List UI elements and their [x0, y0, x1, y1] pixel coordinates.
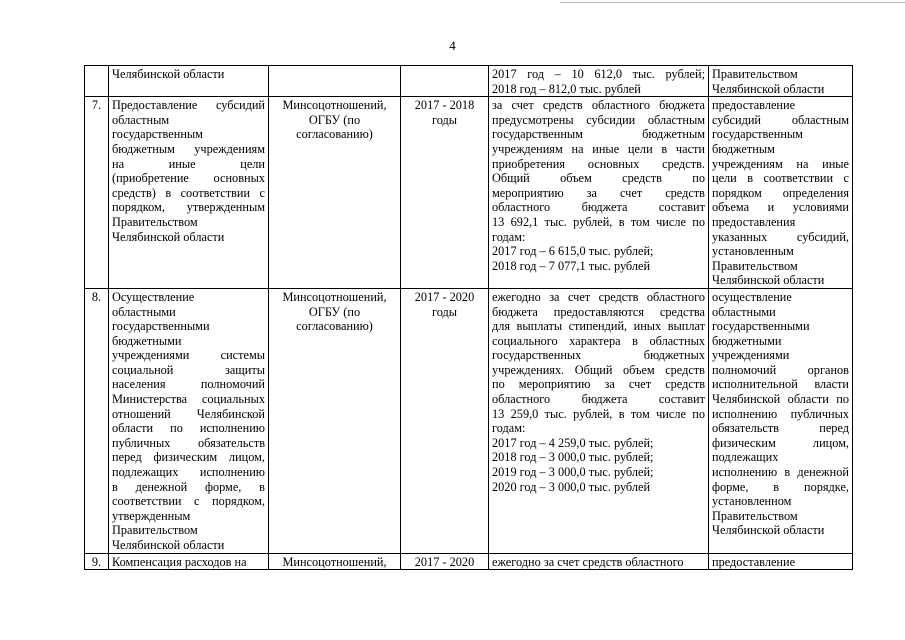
measure-name-line: публичных обязательств	[112, 435, 265, 450]
result-cell	[709, 97, 853, 289]
result-line: порядком определения	[712, 185, 849, 200]
funding-line: ежегодно за счет средств областного	[492, 554, 684, 569]
result-line: осуществление	[712, 289, 792, 304]
measure-name-line: государственным	[112, 127, 203, 142]
funding-line: 2018 год – 3 000,0 тыс. рублей;	[492, 450, 654, 465]
result-line: форме, в порядке,	[712, 479, 849, 494]
measure-name-cell	[109, 66, 269, 97]
result-line: исполнительной власти	[712, 377, 849, 392]
funding-line: государственных бюджетных	[492, 348, 705, 363]
measure-name-line: социальной защиты	[112, 362, 265, 377]
result-line: исполнению публичных	[712, 406, 849, 421]
period-cell	[401, 97, 489, 289]
result-line: Челябинской области	[712, 81, 825, 96]
period-line: 2017 - 2018	[414, 98, 475, 113]
measure-name-line: областным	[112, 112, 170, 127]
measure-name-line: Правительством	[112, 523, 198, 538]
funding-line: бюджета предоставляются средства	[492, 304, 705, 319]
measure-name-line: Министерства социальных	[112, 392, 265, 407]
funding-line: 2018 год – 7 077,1 тыс. рублей	[492, 258, 651, 273]
result-line: предоставление	[712, 554, 796, 569]
measure-name-line: в денежной форме, в	[112, 479, 265, 494]
result-line: Челябинской области	[712, 523, 825, 538]
measure-name-line: области по исполнению	[112, 421, 265, 436]
funding-line: 2019 год – 3 000,0 тыс. рублей;	[492, 465, 654, 480]
executor-line: Минсоцотношений,	[282, 98, 387, 113]
funding-cell	[489, 553, 709, 570]
row-number: 9.	[85, 553, 109, 570]
executor-cell	[269, 288, 401, 553]
result-line: областными	[712, 304, 776, 319]
executor-cell	[269, 97, 401, 289]
funding-line: 2017 год – 6 615,0 тыс. рублей;	[492, 244, 654, 259]
funding-cell	[489, 288, 709, 553]
funding-line: 2020 год – 3 000,0 тыс. рублей	[492, 479, 651, 494]
result-line: Правительством	[712, 508, 798, 523]
funding-line: областного бюджета составит	[492, 392, 705, 407]
executor-line: Минсоцотношений,	[282, 289, 387, 304]
funding-line: Общий объем средств по	[492, 171, 705, 186]
executor-line: ОГБУ (по	[308, 304, 361, 319]
measure-name-line: утвержденным	[112, 508, 191, 523]
period-line: 2017 - 2020	[414, 289, 475, 304]
scan-edge-line	[560, 2, 905, 3]
result-line: полномочий органов	[712, 362, 849, 377]
measure-name-cell	[109, 553, 269, 570]
funding-line: предусмотрены субсидии областным	[492, 112, 705, 127]
result-line: субсидий областным	[712, 112, 849, 127]
measure-name-line: бюджетными	[112, 333, 182, 348]
table-row	[85, 97, 853, 289]
measure-name-line: учреждениями системы	[112, 348, 265, 363]
result-line: объема и условиями	[712, 200, 849, 215]
table-row	[85, 66, 853, 97]
result-line: бюджетным	[712, 141, 775, 156]
funding-line: по мероприятию за счет средств	[492, 377, 705, 392]
executor-line: ОГБУ (по	[308, 112, 361, 127]
funding-line: государственным бюджетным	[492, 127, 705, 142]
measure-name-line: Предоставление субсидий	[112, 98, 265, 113]
table-row	[85, 288, 853, 553]
period-line: 2017 - 2020	[414, 554, 475, 569]
measure-name-line: Челябинской области	[112, 67, 225, 81]
row-number	[85, 66, 109, 97]
funding-line: 2017 год – 4 259,0 тыс. рублей;	[492, 435, 654, 450]
result-line: учреждениям на иные	[712, 156, 849, 171]
measure-name-line: областными	[112, 304, 176, 319]
result-line: Челябинской области по	[712, 392, 849, 407]
measure-name-line: на иные цели	[112, 156, 265, 171]
period-line: годы	[431, 304, 458, 319]
result-line: государственными	[712, 319, 810, 334]
measure-name-line: Челябинской области	[112, 229, 225, 244]
result-line: цели в соответствии с	[712, 171, 849, 186]
result-line: обязательств перед	[712, 421, 849, 436]
result-line: Правительством	[712, 258, 798, 273]
measure-name-line: Осуществление	[112, 289, 195, 304]
program-measures-table	[84, 65, 853, 570]
measure-name-line: соответствии с порядком,	[112, 494, 265, 509]
period-cell	[401, 553, 489, 570]
funding-line: 2017 год – 10 612,0 тыс. рублей;	[492, 67, 705, 81]
result-line: бюджетными	[712, 333, 782, 348]
period-cell	[401, 288, 489, 553]
funding-line: для выплаты стипендий, иных выплат	[492, 319, 705, 334]
funding-line: социального характера в областных	[492, 333, 705, 348]
funding-line: мероприятию за счет средств	[492, 185, 705, 200]
funding-line: 2018 год – 812,0 тыс. рублей	[492, 81, 641, 96]
result-line: физическим лицом,	[712, 435, 849, 450]
measure-name-cell	[109, 288, 269, 553]
measure-name-line: порядком, утвержденным	[112, 200, 265, 215]
funding-line: учреждениях. Общий объем средств	[492, 362, 705, 377]
measure-name-line: государственными	[112, 319, 210, 334]
page-number: 4	[449, 38, 456, 53]
measure-name-line: (приобретение основных	[112, 171, 265, 186]
period-line: годы	[431, 112, 458, 127]
measure-name-line: подлежащих исполнению	[112, 465, 265, 480]
funding-line: ежегодно за счет средств областного	[492, 289, 705, 304]
funding-line: 13 692,1 тыс. рублей, в том числе по	[492, 214, 705, 229]
result-line: указанных субсидий,	[712, 229, 849, 244]
result-line: подлежащих	[712, 450, 779, 465]
measure-name-line: Челябинской области	[112, 538, 225, 552]
measure-name-line: бюджетным учреждениям	[112, 141, 265, 156]
funding-line: за счет средств областного бюджета	[492, 98, 705, 113]
funding-line: областного бюджета составит	[492, 200, 705, 215]
measure-name-line: средств) в соответствии с	[112, 185, 265, 200]
measure-name-line: Компенсация расходов на	[112, 554, 247, 569]
result-line: исполнению в денежной	[712, 465, 849, 480]
funding-line: годам:	[492, 421, 526, 436]
period-cell	[401, 66, 489, 97]
funding-line: 13 259,0 тыс. рублей, в том числе по	[492, 406, 705, 421]
executor-line: согласованию)	[296, 319, 373, 334]
row-number: 8.	[85, 288, 109, 553]
row-number: 7.	[85, 97, 109, 289]
result-cell	[709, 288, 853, 553]
table-row	[85, 553, 853, 570]
result-line: Правительством	[712, 67, 798, 81]
funding-line: годам:	[492, 229, 526, 244]
funding-cell	[489, 97, 709, 289]
funding-line: приобретения основных средств.	[492, 156, 705, 171]
measure-name-line: Правительством	[112, 214, 198, 229]
measure-name-line: перед физическим лицом,	[112, 450, 265, 465]
measure-name-cell	[109, 97, 269, 289]
funding-line: учреждениям на иные цели в части	[492, 141, 705, 156]
funding-cell	[489, 66, 709, 97]
result-cell	[709, 553, 853, 570]
executor-cell	[269, 66, 401, 97]
measure-name-line: населения полномочий	[112, 377, 265, 392]
result-line: государственным	[712, 127, 803, 142]
result-line: учреждениями	[712, 348, 790, 363]
executor-line: согласованию)	[296, 127, 373, 142]
executor-line: Минсоцотношений,	[282, 554, 387, 569]
result-cell	[709, 66, 853, 97]
result-line: предоставления	[712, 214, 796, 229]
executor-cell	[269, 553, 401, 570]
measure-name-line: отношений Челябинской	[112, 406, 265, 421]
result-line: предоставление	[712, 98, 796, 113]
result-line: Челябинской области	[712, 273, 825, 288]
result-line: установленном	[712, 494, 792, 509]
result-line: установленным	[712, 244, 794, 259]
